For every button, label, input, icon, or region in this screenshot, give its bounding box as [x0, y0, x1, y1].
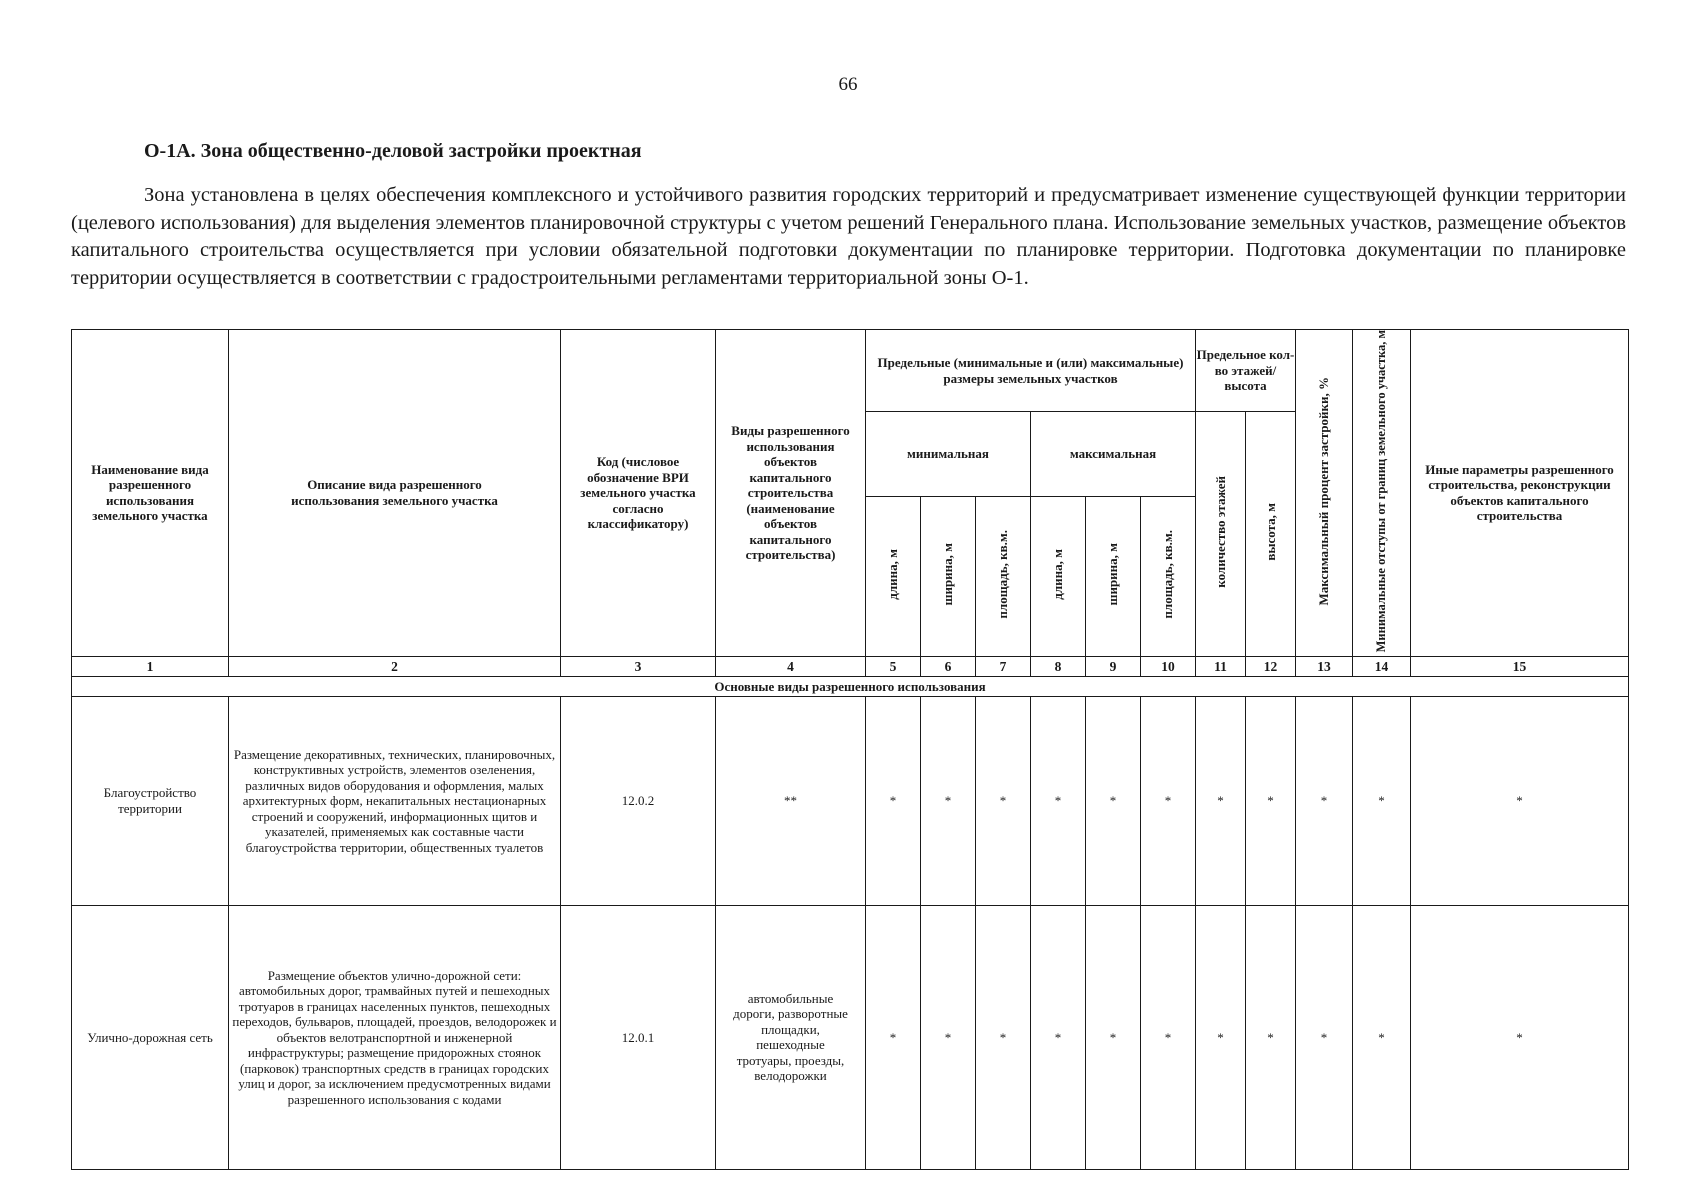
param-value: *: [1086, 696, 1141, 905]
table-row: [72, 905, 1629, 1169]
page-number: 66: [838, 74, 858, 95]
use-name: Благоустройство территории: [72, 696, 229, 905]
header-min-area: площадь, кв.м.: [976, 496, 1031, 656]
param-value: *: [1196, 905, 1246, 1169]
header-min-length: длина, м: [866, 496, 921, 656]
column-number: 15: [1411, 656, 1629, 676]
header-use-name: Наименование вида разрешенного использования земельного участка: [72, 330, 229, 657]
column-number: 11: [1196, 656, 1246, 676]
header-maximal: максимальная: [1031, 412, 1196, 497]
column-number: 2: [229, 656, 561, 676]
header-floors-count: количество этажей: [1196, 412, 1246, 657]
header-minimal: минимальная: [866, 412, 1031, 497]
header-plot-size-limits: Предельные (минимальные и (или) максимальные) размеры земельных участков: [866, 330, 1196, 412]
zone-title: О-1А. Зона общественно-деловой застройки проектная: [144, 140, 642, 162]
regulations-table: [71, 329, 1629, 1170]
zone-description: Зона установлена в целях обеспечения комплексного и устойчивого развития городских территорий и предусматривает изменение существующей функции территории (целевого использования) для выделения элементов планировочной структуры с учетом решений Генерального плана. Использование земельных участков, размещение объектов капитального строительства осуществляется при условии обязательной подготовки документации по планировке территории. Подготовка документации по планировке территории осуществляется в соответствии с градостроительными регламентами территориальной зоны О-1.: [71, 184, 1626, 289]
use-description: Размещение декоративных, технических, планировочных, конструктивных устройств, элементов озеленения, различных видов оборудования и оформления, малых архитектурных форм, некапитальных нестационарных строений и сооружений, информационных щитов и указателей, применяемых как составные части благоустройства территории, общественных туалетов: [229, 696, 561, 905]
column-number: 7: [976, 656, 1031, 676]
header-other-parameters: Иные параметры разрешенного строительства, реконструкции объектов капитального строительства: [1411, 330, 1629, 657]
header-floors-limits: Предельное кол-во этажей/ высота: [1196, 330, 1296, 412]
param-value: *: [1411, 696, 1629, 905]
table-row: [72, 696, 1629, 905]
use-code: 12.0.1: [561, 905, 716, 1169]
param-value: *: [1296, 696, 1353, 905]
column-number: 14: [1353, 656, 1411, 676]
param-value: *: [921, 905, 976, 1169]
header-min-setbacks: Минимальные отступы от границ земельного участка, м: [1353, 330, 1411, 657]
column-number: 4: [716, 656, 866, 676]
param-value: *: [1353, 905, 1411, 1169]
param-value: *: [1246, 905, 1296, 1169]
param-value: *: [1353, 696, 1411, 905]
section-title: Основные виды разрешенного использования: [72, 676, 1629, 696]
capital-objects: **: [716, 696, 866, 905]
use-name: Улично-дорожная сеть: [72, 905, 229, 1169]
use-description: Размещение объектов улично-дорожной сети: автомобильных дорог, трамвайных путей и пешеходных тротуаров в границах населенных пунктов, пешеходных переходов, бульваров, площадей, проездов, велодорожек и объектов велотранспортной и инженерной инфраструктуры; размещение придорожных стоянок (парковок) транспортных средств в границах городских улиц и дорог, за исключением предусмотренных видами разрешенного использования с кодами: [229, 905, 561, 1169]
header-max-width: ширина, м: [1086, 496, 1141, 656]
param-value: *: [866, 905, 921, 1169]
param-value: *: [1411, 905, 1629, 1169]
header-capital-objects: Виды разрешенного использования объектов капитального строительства (наименование объектов капитального строительства): [716, 330, 866, 657]
header-max-area: площадь, кв.м.: [1141, 496, 1196, 656]
header-use-code: Код (числовое обозначение ВРИ земельного участка согласно классификатору): [561, 330, 716, 657]
param-value: *: [1296, 905, 1353, 1169]
column-numbers-row: [72, 656, 1629, 676]
column-number: 9: [1086, 656, 1141, 676]
param-value: *: [1031, 905, 1086, 1169]
param-value: *: [1141, 905, 1196, 1169]
param-value: *: [921, 696, 976, 905]
use-code: 12.0.2: [561, 696, 716, 905]
column-number: 6: [921, 656, 976, 676]
column-number: 10: [1141, 656, 1196, 676]
param-value: *: [1141, 696, 1196, 905]
capital-objects: автомобильные дороги, разворотные площадки, пешеходные тротуары, проезды, велодорожки: [716, 905, 866, 1169]
param-value: *: [1086, 905, 1141, 1169]
column-number: 3: [561, 656, 716, 676]
header-use-description: Описание вида разрешенного использования земельного участка: [229, 330, 561, 657]
header-max-coverage: Максимальный процент застройки, %: [1296, 330, 1353, 657]
column-number: 12: [1246, 656, 1296, 676]
param-value: *: [976, 696, 1031, 905]
column-number: 1: [72, 656, 229, 676]
param-value: *: [1196, 696, 1246, 905]
param-value: *: [1246, 696, 1296, 905]
param-value: *: [976, 905, 1031, 1169]
header-max-length: длина, м: [1031, 496, 1086, 656]
column-number: 5: [866, 656, 921, 676]
param-value: *: [866, 696, 921, 905]
column-number: 8: [1031, 656, 1086, 676]
column-number: 13: [1296, 656, 1353, 676]
header-height: высота, м: [1246, 412, 1296, 657]
param-value: *: [1031, 696, 1086, 905]
header-min-width: ширина, м: [921, 496, 976, 656]
